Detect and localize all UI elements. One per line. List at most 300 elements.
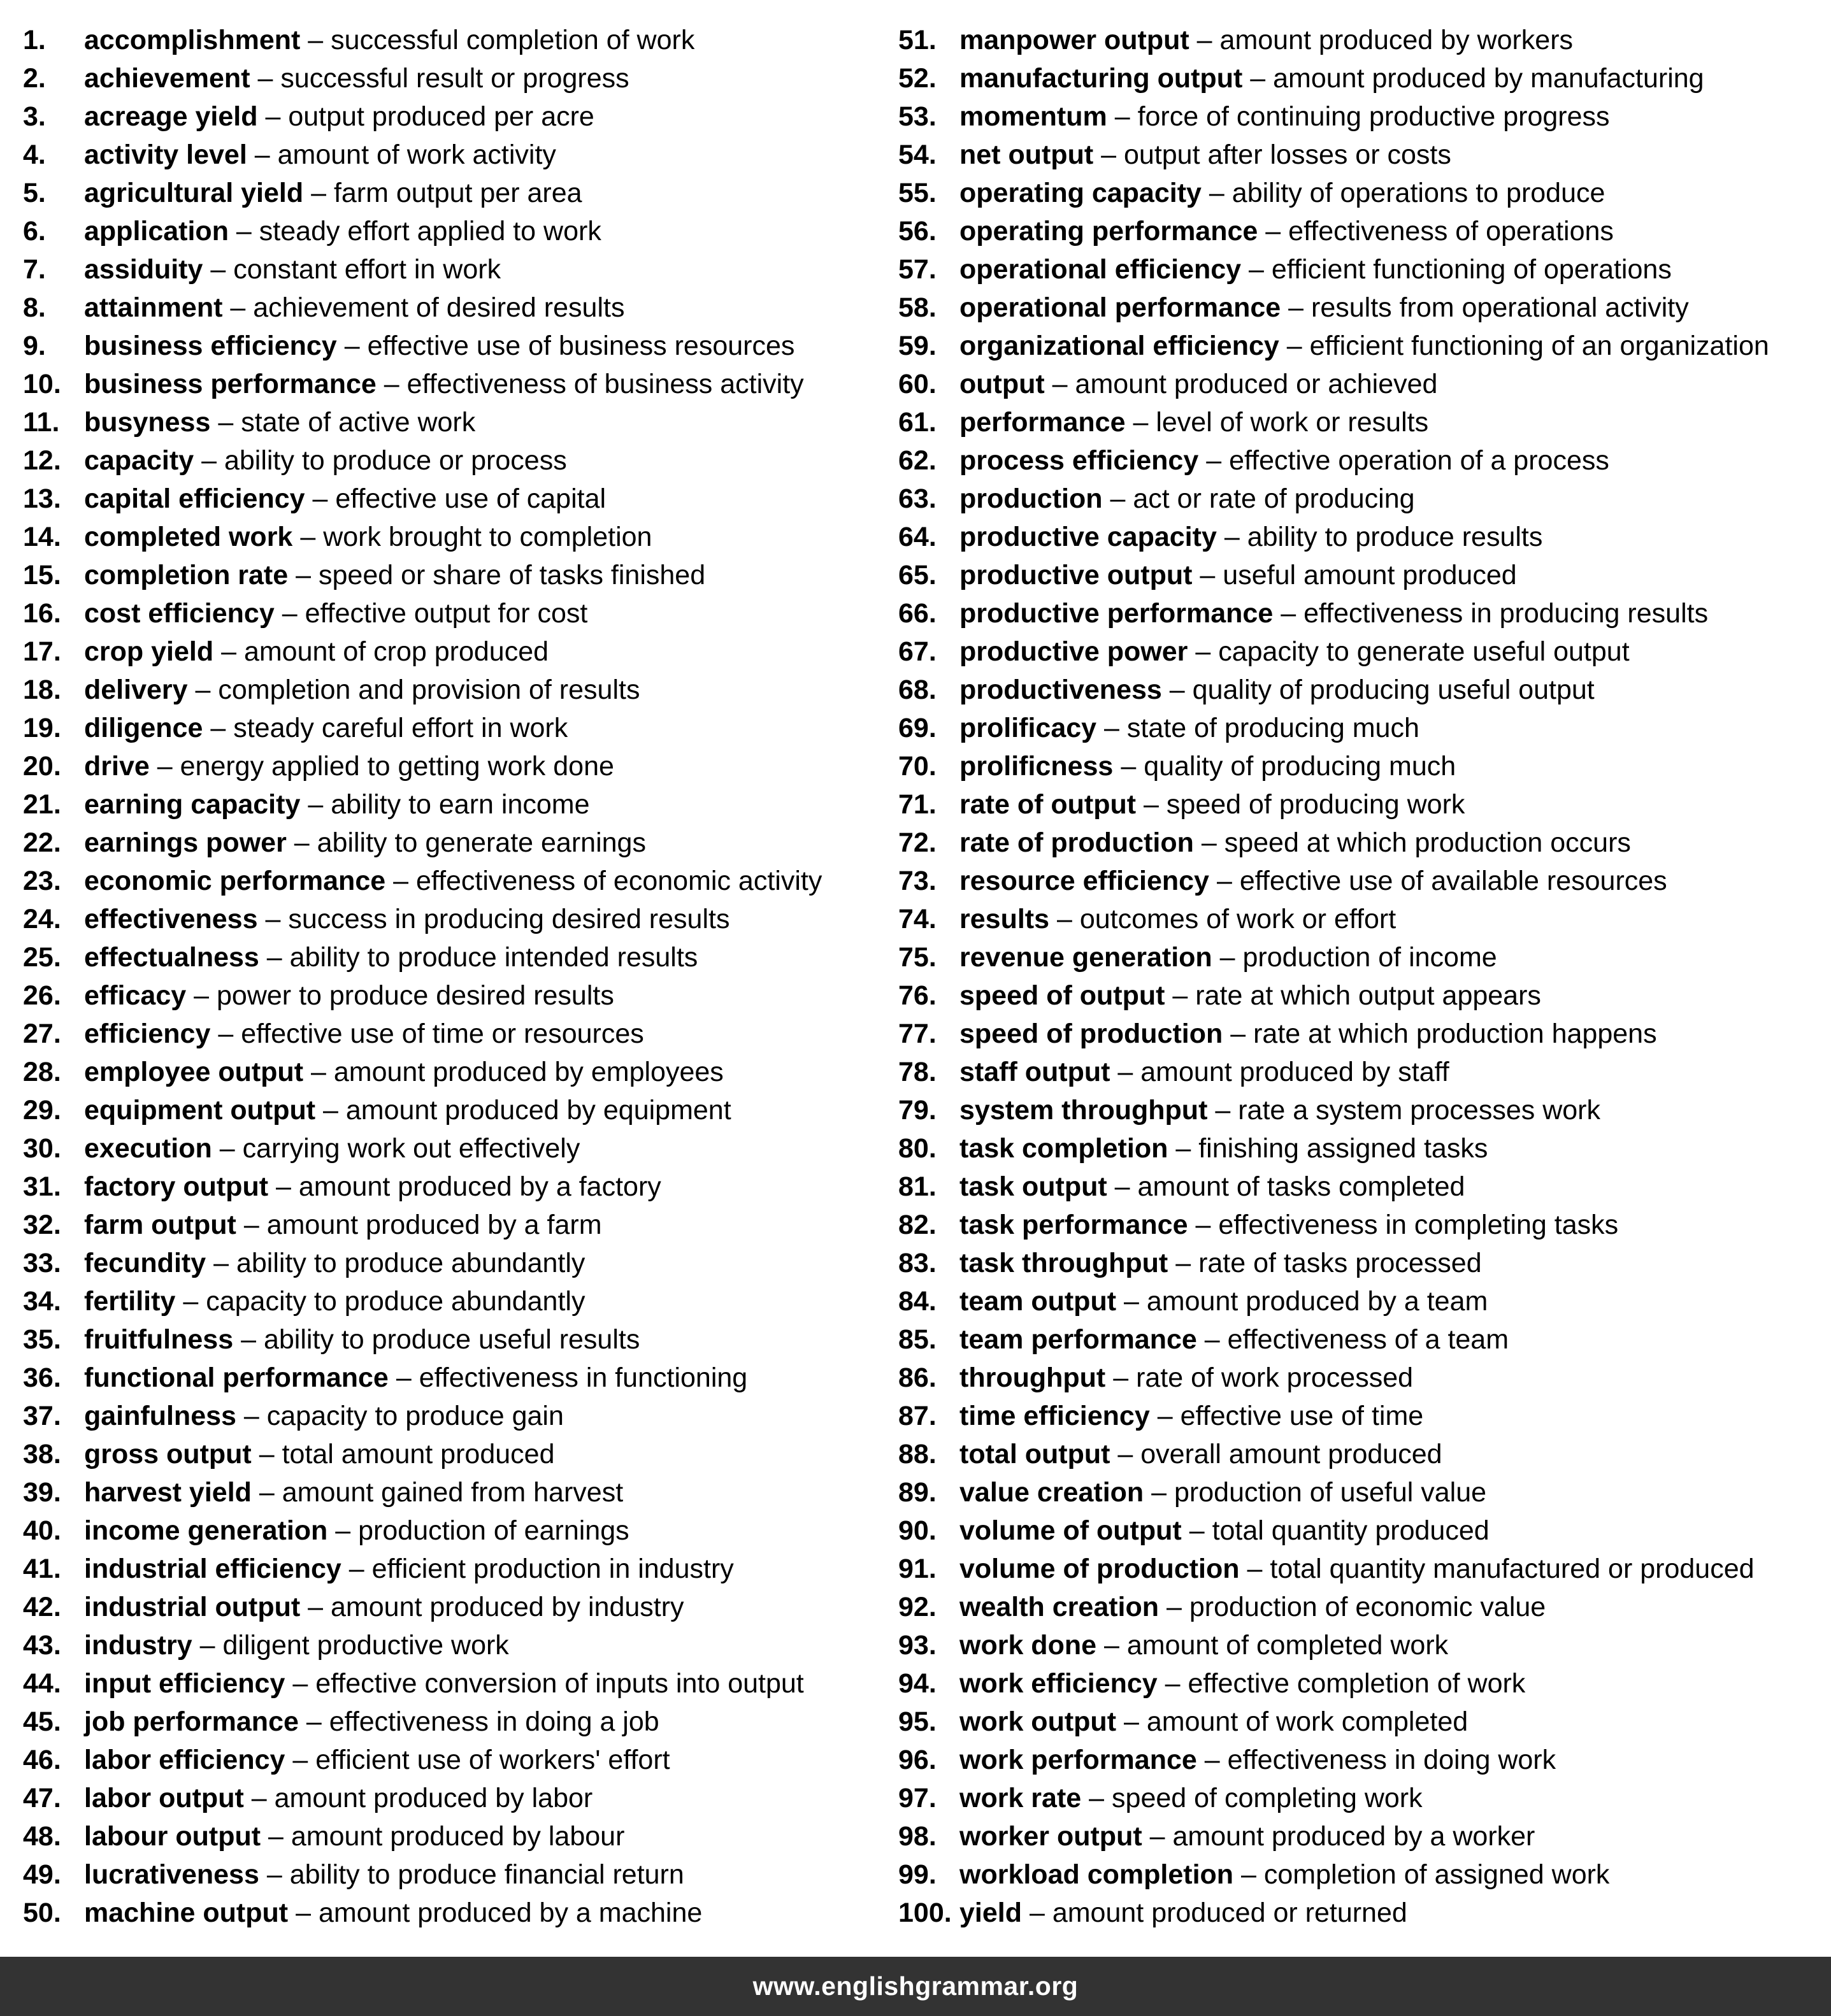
item-definition: amount produced by manufacturing <box>1273 63 1704 94</box>
item-number: 59. <box>898 331 937 361</box>
list-item <box>23 1129 877 1168</box>
item-definition: work brought to completion <box>323 522 652 552</box>
item-number: 39. <box>23 1477 61 1508</box>
list-item <box>23 1473 877 1512</box>
item-separator: – <box>1195 1210 1211 1240</box>
item-number: 87. <box>898 1401 937 1431</box>
list-item <box>23 900 877 938</box>
item-definition: ability to earn income <box>331 789 590 820</box>
list-item <box>23 59 877 97</box>
item-term: busyness <box>84 407 211 438</box>
item-definition: effectiveness in producing results <box>1303 598 1709 629</box>
item-definition: total quantity produced <box>1212 1515 1490 1546</box>
item-number: 15. <box>23 560 61 590</box>
item-term: factory output <box>84 1171 269 1202</box>
list-item <box>898 327 1816 365</box>
list-item <box>23 671 877 709</box>
item-definition: amount produced by a worker <box>1172 1821 1535 1852</box>
list-item <box>898 1473 1816 1512</box>
list-item <box>898 1168 1816 1206</box>
item-number: 57. <box>898 254 937 285</box>
item-definition: effectiveness of a team <box>1227 1324 1509 1355</box>
item-term: harvest yield <box>84 1477 252 1508</box>
item-separator: – <box>348 1554 364 1584</box>
item-number: 75. <box>898 942 937 973</box>
item-definition: ability to produce or process <box>224 445 567 476</box>
item-definition: amount produced by labour <box>291 1821 625 1852</box>
list-item <box>898 1703 1816 1741</box>
item-separator: – <box>157 751 173 782</box>
item-separator: – <box>1216 866 1232 896</box>
list-item <box>23 212 877 250</box>
item-term: business efficiency <box>84 331 337 361</box>
list-item <box>898 1512 1816 1550</box>
item-separator: – <box>1200 560 1216 590</box>
item-separator: – <box>210 254 226 285</box>
item-term: completion rate <box>84 560 289 590</box>
list-item <box>898 1626 1816 1664</box>
item-separator: – <box>221 636 236 667</box>
item-number: 45. <box>23 1706 61 1737</box>
list-item <box>23 1206 877 1244</box>
list-item <box>23 824 877 862</box>
list-item <box>23 1626 877 1664</box>
item-term: output <box>959 369 1045 399</box>
item-number: 49. <box>23 1859 61 1890</box>
list-item <box>898 21 1816 59</box>
list-item <box>898 1206 1816 1244</box>
item-separator: – <box>1124 1286 1139 1317</box>
item-number: 67. <box>898 636 937 667</box>
item-term: earnings power <box>84 827 287 858</box>
item-definition: steady careful effort in work <box>233 713 568 743</box>
item-number: 21. <box>23 789 61 820</box>
list-item <box>23 556 877 594</box>
item-definition: ability to produce results <box>1247 522 1543 552</box>
item-definition: diligent productive work <box>222 1630 509 1661</box>
item-number: 29. <box>23 1095 61 1126</box>
item-number: 64. <box>898 522 937 552</box>
item-definition: power to produce desired results <box>217 980 614 1011</box>
item-definition: speed at which production occurs <box>1224 827 1631 858</box>
list-item <box>898 1359 1816 1397</box>
item-number: 35. <box>23 1324 61 1355</box>
item-number: 33. <box>23 1248 61 1278</box>
item-separator: – <box>268 1821 284 1852</box>
item-number: 8. <box>23 292 46 323</box>
item-term: work rate <box>959 1783 1082 1813</box>
item-separator: – <box>276 1171 291 1202</box>
item-term: achievement <box>84 63 250 94</box>
item-term: capacity <box>84 445 194 476</box>
item-term: productive performance <box>959 598 1274 629</box>
item-number: 80. <box>898 1133 937 1164</box>
item-separator: – <box>251 1783 267 1813</box>
item-number: 61. <box>898 407 937 438</box>
list-item <box>898 212 1816 250</box>
item-number: 38. <box>23 1439 61 1469</box>
item-definition: amount produced or achieved <box>1075 369 1438 399</box>
item-definition: effectiveness in completing tasks <box>1218 1210 1619 1240</box>
item-term: productive power <box>959 636 1188 667</box>
item-separator: – <box>323 1095 338 1126</box>
item-term: efficiency <box>84 1019 211 1049</box>
list-item <box>898 518 1816 556</box>
item-term: worker output <box>959 1821 1142 1852</box>
list-item <box>23 1053 877 1091</box>
item-definition: production of earnings <box>358 1515 629 1546</box>
item-definition: speed or share of tasks finished <box>319 560 706 590</box>
item-definition: effective conversion of inputs into output <box>315 1668 804 1699</box>
item-term: value creation <box>959 1477 1144 1508</box>
item-separator: – <box>1209 178 1224 208</box>
item-number: 11. <box>23 407 60 438</box>
list-item <box>23 1817 877 1855</box>
item-definition: ability to generate earnings <box>317 827 646 858</box>
item-term: task output <box>959 1171 1107 1202</box>
item-number: 46. <box>23 1745 61 1775</box>
list-item <box>23 1512 877 1550</box>
item-separator: – <box>282 598 298 629</box>
item-term: labor output <box>84 1783 244 1813</box>
item-number: 91. <box>898 1554 937 1584</box>
item-number: 42. <box>23 1592 61 1622</box>
item-term: employee output <box>84 1057 304 1087</box>
item-definition: effective use of time <box>1180 1401 1424 1431</box>
item-separator: – <box>384 369 399 399</box>
item-separator: – <box>1195 636 1211 667</box>
item-term: gross output <box>84 1439 252 1469</box>
list-item <box>23 1550 877 1588</box>
item-definition: effective use of capital <box>335 483 607 514</box>
list-item <box>23 1397 877 1435</box>
item-definition: finishing assigned tasks <box>1198 1133 1488 1164</box>
list-item <box>23 365 877 403</box>
item-separator: – <box>1288 292 1304 323</box>
item-term: productiveness <box>959 675 1162 705</box>
item-definition: total amount produced <box>282 1439 555 1469</box>
item-definition: efficient functioning of an organization <box>1309 331 1769 361</box>
list-item <box>23 1894 877 1932</box>
item-number: 56. <box>898 216 937 247</box>
item-term: machine output <box>84 1898 289 1928</box>
item-separator: – <box>1224 522 1240 552</box>
item-separator: – <box>1056 904 1072 934</box>
item-definition: ability to produce useful results <box>263 1324 640 1355</box>
item-term: diligence <box>84 713 203 743</box>
item-number: 93. <box>898 1630 937 1661</box>
item-definition: output produced per acre <box>288 101 594 132</box>
item-term: economic performance <box>84 866 386 896</box>
item-separator: – <box>1052 369 1068 399</box>
list-item <box>898 862 1816 900</box>
item-definition: capacity to generate useful output <box>1218 636 1630 667</box>
item-number: 89. <box>898 1477 937 1508</box>
item-number: 47. <box>23 1783 61 1813</box>
item-number: 70. <box>898 751 937 782</box>
list-item <box>898 1550 1816 1588</box>
item-definition: constant effort in work <box>233 254 501 285</box>
item-term: time efficiency <box>959 1401 1150 1431</box>
item-separator: – <box>1166 1592 1182 1622</box>
item-definition: amount produced by labor <box>274 1783 593 1813</box>
item-separator: – <box>230 292 246 323</box>
item-definition: ability to produce abundantly <box>236 1248 585 1278</box>
item-term: productive output <box>959 560 1193 590</box>
item-definition: effectiveness of economic activity <box>415 866 822 896</box>
item-term: agricultural yield <box>84 178 304 208</box>
item-number: 92. <box>898 1592 937 1622</box>
item-separator: – <box>1089 1783 1105 1813</box>
item-term: equipment output <box>84 1095 316 1126</box>
item-term: work output <box>959 1706 1117 1737</box>
item-number: 95. <box>898 1706 937 1737</box>
item-number: 17. <box>23 636 61 667</box>
item-definition: achievement of desired results <box>253 292 625 323</box>
item-term: completed work <box>84 522 293 552</box>
item-number: 74. <box>898 904 937 934</box>
item-separator: – <box>199 1630 215 1661</box>
item-separator: – <box>292 1745 308 1775</box>
item-definition: effective use of available resources <box>1239 866 1667 896</box>
item-definition: act or rate of producing <box>1133 483 1415 514</box>
list-item <box>898 441 1816 480</box>
item-separator: – <box>306 1706 322 1737</box>
item-separator: – <box>1175 1248 1191 1278</box>
item-definition: amount produced by a machine <box>318 1898 703 1928</box>
item-definition: effective output for cost <box>305 598 588 629</box>
list-item <box>23 1282 877 1320</box>
item-number: 25. <box>23 942 61 973</box>
list-item <box>23 1244 877 1282</box>
item-number: 66. <box>898 598 937 629</box>
item-separator: – <box>300 522 316 552</box>
list-item <box>898 1282 1816 1320</box>
item-term: activity level <box>84 139 247 170</box>
list-item <box>898 174 1816 212</box>
item-definition: speed of producing work <box>1166 789 1465 820</box>
list-item <box>23 709 877 747</box>
item-term: input efficiency <box>84 1668 285 1699</box>
item-definition: effectiveness of business activity <box>406 369 804 399</box>
list-item <box>898 136 1816 174</box>
item-term: team output <box>959 1286 1117 1317</box>
list-item <box>898 1855 1816 1894</box>
item-separator: – <box>292 1668 308 1699</box>
item-number: 14. <box>23 522 61 552</box>
item-term: business performance <box>84 369 377 399</box>
item-term: organizational efficiency <box>959 331 1279 361</box>
item-definition: rate at which output appears <box>1195 980 1541 1011</box>
item-term: earning capacity <box>84 789 301 820</box>
item-definition: amount produced or returned <box>1052 1898 1407 1928</box>
item-separator: – <box>1165 1668 1181 1699</box>
list-item <box>898 1435 1816 1473</box>
list-item <box>23 174 877 212</box>
item-definition: ability to produce financial return <box>289 1859 684 1890</box>
item-separator: – <box>1113 1362 1129 1393</box>
item-separator: – <box>308 25 324 55</box>
list-item <box>898 747 1816 785</box>
item-term: staff output <box>959 1057 1110 1087</box>
list-item <box>23 1435 877 1473</box>
list-item <box>23 1741 877 1779</box>
item-term: gainfulness <box>84 1401 236 1431</box>
item-separator: – <box>266 1859 282 1890</box>
item-number: 2. <box>23 63 46 94</box>
item-number: 26. <box>23 980 61 1011</box>
item-definition: capacity to produce gain <box>266 1401 564 1431</box>
list-item <box>898 709 1816 747</box>
item-number: 90. <box>898 1515 937 1546</box>
list-item <box>898 1015 1816 1053</box>
item-number: 22. <box>23 827 61 858</box>
item-term: effectiveness <box>84 904 258 934</box>
item-separator: – <box>1281 598 1296 629</box>
list-item <box>898 1244 1816 1282</box>
item-number: 58. <box>898 292 937 323</box>
item-term: speed of production <box>959 1019 1223 1049</box>
item-separator: – <box>1204 1324 1220 1355</box>
item-separator: – <box>1117 1439 1133 1469</box>
list-item <box>23 862 877 900</box>
item-number: 6. <box>23 216 46 247</box>
item-number: 34. <box>23 1286 61 1317</box>
item-definition: success in producing desired results <box>288 904 730 934</box>
item-number: 20. <box>23 751 61 782</box>
item-definition: amount produced by a farm <box>266 1210 602 1240</box>
list-item <box>23 1703 877 1741</box>
item-term: task performance <box>959 1210 1188 1240</box>
item-separator: – <box>1265 216 1281 247</box>
item-term: income generation <box>84 1515 328 1546</box>
item-term: drive <box>84 751 150 782</box>
list-item <box>898 594 1816 633</box>
item-separator: – <box>1123 1706 1139 1737</box>
item-definition: force of continuing productive progress <box>1137 101 1610 132</box>
item-definition: carrying work out effectively <box>242 1133 580 1164</box>
list-item <box>23 747 877 785</box>
item-definition: effective completion of work <box>1188 1668 1526 1699</box>
list-item <box>898 1741 1816 1779</box>
item-separator: – <box>236 216 252 247</box>
item-number: 28. <box>23 1057 61 1087</box>
item-term: wealth creation <box>959 1592 1160 1622</box>
item-separator: – <box>241 1324 257 1355</box>
item-definition: state of active work <box>241 407 476 438</box>
item-number: 44. <box>23 1668 61 1699</box>
item-definition: energy applied to getting work done <box>180 751 614 782</box>
item-number: 13. <box>23 483 61 514</box>
item-number: 79. <box>898 1095 937 1126</box>
item-number: 88. <box>898 1439 937 1469</box>
list-item <box>898 97 1816 136</box>
item-separator: – <box>344 331 360 361</box>
item-number: 97. <box>898 1783 937 1813</box>
item-term: throughput <box>959 1362 1106 1393</box>
item-term: total output <box>959 1439 1110 1469</box>
item-separator: – <box>219 1133 235 1164</box>
list-item <box>23 250 877 289</box>
item-separator: – <box>201 445 217 476</box>
item-definition: capacity to produce abundantly <box>206 1286 585 1317</box>
item-definition: amount of tasks completed <box>1137 1171 1465 1202</box>
item-number: 60. <box>898 369 937 399</box>
item-number: 63. <box>898 483 937 514</box>
item-term: industrial output <box>84 1592 301 1622</box>
item-definition: completion of assigned work <box>1263 1859 1610 1890</box>
item-number: 99. <box>898 1859 937 1890</box>
item-number: 30. <box>23 1133 61 1164</box>
item-term: rate of production <box>959 827 1194 858</box>
item-term: farm output <box>84 1210 236 1240</box>
item-separator: – <box>1101 139 1117 170</box>
list-item <box>898 1779 1816 1817</box>
item-definition: ability to produce intended results <box>289 942 698 973</box>
item-separator: – <box>1219 942 1235 973</box>
item-separator: – <box>1250 63 1266 94</box>
item-term: performance <box>959 407 1126 438</box>
item-number: 32. <box>23 1210 61 1240</box>
item-number: 76. <box>898 980 937 1011</box>
list-item <box>23 1664 877 1703</box>
item-separator: – <box>296 1898 311 1928</box>
item-separator: – <box>1215 1095 1231 1126</box>
list-item <box>898 785 1816 824</box>
item-term: production <box>959 483 1103 514</box>
item-number: 1. <box>23 25 46 55</box>
item-separator: – <box>1151 1477 1167 1508</box>
item-separator: – <box>1189 1515 1205 1546</box>
word-list-column-right <box>898 21 1816 1932</box>
item-number: 86. <box>898 1362 937 1393</box>
item-number: 94. <box>898 1668 937 1699</box>
item-definition: amount produced by equipment <box>345 1095 731 1126</box>
item-separator: – <box>194 980 210 1011</box>
item-number: 77. <box>898 1019 937 1049</box>
item-number: 73. <box>898 866 937 896</box>
list-item <box>898 938 1816 976</box>
item-separator: – <box>294 827 310 858</box>
item-definition: amount produced by workers <box>1219 25 1574 55</box>
item-definition: useful amount produced <box>1223 560 1517 590</box>
item-number: 24. <box>23 904 61 934</box>
list-item <box>23 327 877 365</box>
item-definition: overall amount produced <box>1140 1439 1442 1469</box>
item-term: manufacturing output <box>959 63 1243 94</box>
item-number: 36. <box>23 1362 61 1393</box>
item-separator: – <box>1247 1554 1263 1584</box>
item-separator: – <box>254 139 270 170</box>
list-item <box>898 1894 1816 1932</box>
footer-website-link[interactable]: www.englishgrammar.org <box>752 1971 1079 2001</box>
list-item <box>898 250 1816 289</box>
item-term: application <box>84 216 229 247</box>
item-separator: – <box>265 101 281 132</box>
item-definition: state of producing much <box>1126 713 1419 743</box>
item-term: team performance <box>959 1324 1197 1355</box>
item-number: 68. <box>898 675 937 705</box>
word-list-column-left <box>23 21 877 1932</box>
item-separator: – <box>257 63 273 94</box>
item-separator: – <box>1114 1171 1130 1202</box>
list-item <box>23 1091 877 1129</box>
item-separator: – <box>259 1477 275 1508</box>
item-separator: – <box>1201 827 1217 858</box>
item-term: fertility <box>84 1286 176 1317</box>
item-number: 23. <box>23 866 61 896</box>
list-item <box>898 365 1816 403</box>
